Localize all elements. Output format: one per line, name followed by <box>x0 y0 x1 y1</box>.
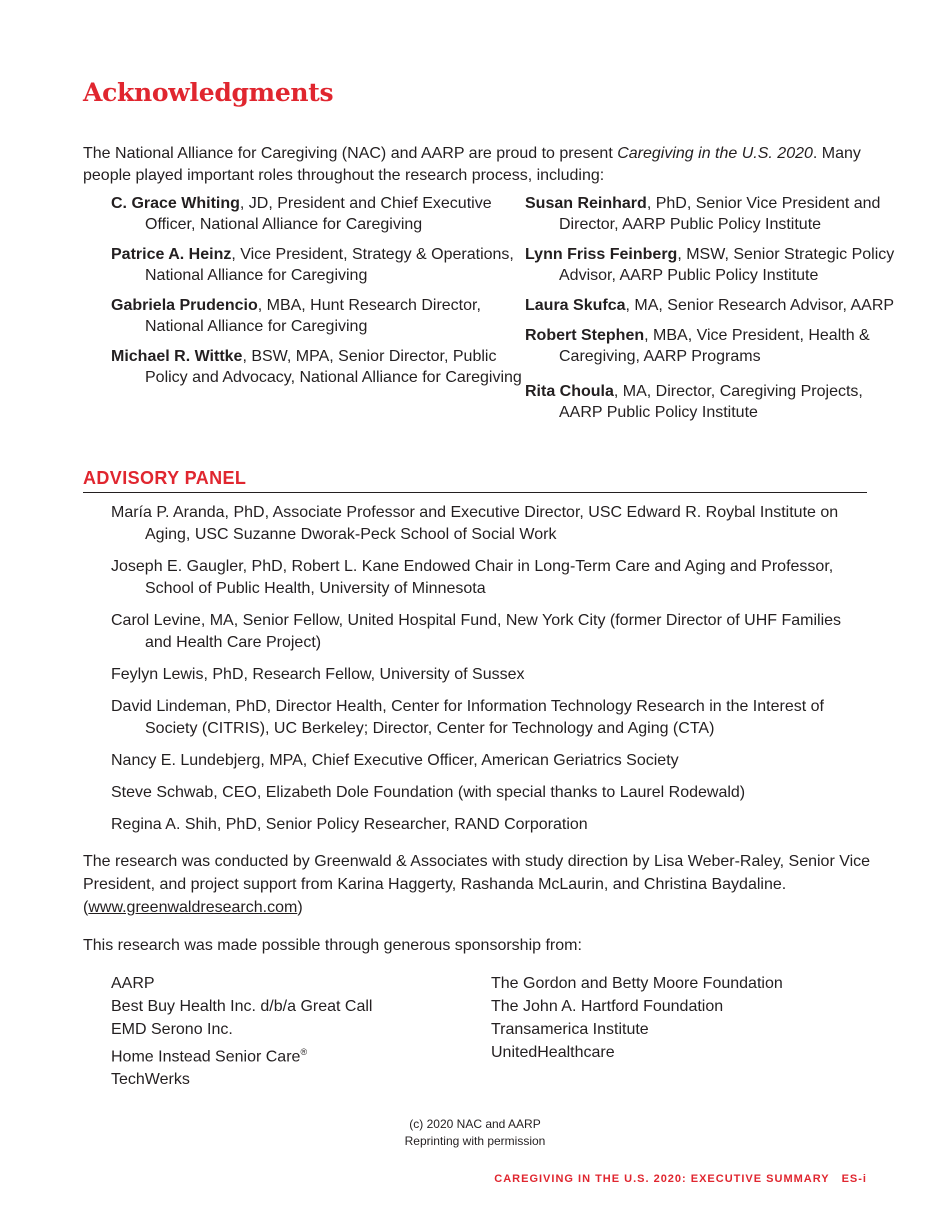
sponsor-item: EMD Serono Inc. <box>111 1021 233 1038</box>
contributor-entry <box>525 295 895 316</box>
contributor-entry <box>111 193 525 235</box>
contributor-role: , Vice President, Strategy & Operations, National Alliance for Caregiving <box>145 246 514 284</box>
footer-label: CAREGIVING IN THE U.S. 2020: EXECUTIVE SUMMARY <box>494 1173 830 1185</box>
contributor-name: Robert Stephen <box>525 327 645 344</box>
advisory-member: Feylyn Lewis, PhD, Research Fellow, University of Sussex <box>111 666 525 683</box>
advisory-panel-heading: ADVISORY PANEL <box>83 468 867 493</box>
page-footer <box>475 1173 867 1185</box>
contributor-name: Lynn Friss Feinberg <box>525 246 678 263</box>
contributor-name: Rita Choula <box>525 383 614 400</box>
greenwald-research-link[interactable]: www.greenwaldresearch.com <box>88 899 298 916</box>
sponsor-item: TechWerks <box>111 1071 190 1089</box>
contributor-name: Susan Reinhard <box>525 195 647 212</box>
sponsor-item: Best Buy Health Inc. d/b/a Great Call <box>111 998 373 1015</box>
advisory-member: Steve Schwab, CEO, Elizabeth Dole Foundation (with special thanks to Laurel Rodewald) <box>111 784 746 801</box>
contributor-role: , MBA, Vice President, Health & Caregiving, AARP Programs <box>559 327 870 365</box>
sponsorship-intro: This research was made possible through generous sponsorship from: <box>83 937 582 954</box>
contributor-role: , JD, President and Chief Executive Officer, National Alliance for Caregiving <box>145 195 492 233</box>
contributor-entry <box>525 244 895 286</box>
sponsor-item: UnitedHealthcare <box>491 1044 615 1061</box>
contributor-entry <box>111 244 525 286</box>
advisory-panel-list <box>111 502 871 846</box>
research-text-close: ) <box>297 899 303 916</box>
contributor-name: C. Grace Whiting <box>111 195 240 212</box>
contributor-role: , PhD, Senior Vice President and Director, AARP Public Policy Institute <box>559 195 881 233</box>
sponsor-name: Home Instead Senior Care <box>111 1048 301 1066</box>
advisory-member: David Lindeman, PhD, Director Health, Center for Information Technology Research in the Interest of Society (CITRIS), UC Berkeley; Director, Center for Technology and Aging (CTA) <box>111 698 824 737</box>
contributor-entry <box>111 295 525 337</box>
research-paragraph <box>83 850 883 919</box>
sponsor-item: Transamerica Institute <box>491 1021 649 1038</box>
contributor-name: Laura Skufca <box>525 297 626 314</box>
advisory-member: Regina A. Shih, PhD, Senior Policy Researcher, RAND Corporation <box>111 816 588 833</box>
advisory-member: Nancy E. Lundebjerg, MPA, Chief Executive Officer, American Geriatrics Society <box>111 752 679 769</box>
page-title: Acknowledgments <box>83 78 334 107</box>
contributors-left-column <box>111 193 525 432</box>
page-number: ES-i <box>841 1173 867 1185</box>
contributor-entry <box>525 325 895 367</box>
sponsors-right-column <box>491 972 871 1091</box>
contributor-entry <box>525 381 895 423</box>
contributor-role: , MA, Director, Caregiving Projects, AARP Public Policy Institute <box>559 383 863 421</box>
copyright-notice <box>0 1116 950 1150</box>
intro-text-end: . Many people played important roles throughout the research process, including: <box>83 145 861 184</box>
intro-paragraph <box>83 143 883 187</box>
contributor-role: , MSW, Senior Strategic Policy Advisor, AARP Public Policy Institute <box>559 246 895 284</box>
research-text: The research was conducted by Greenwald & Associates with study direction by Lisa Weber-Raley, Senior Vice President, and project support from Karina Haggerty, Rashanda McLaurin, and Christina Baydaline. ( <box>83 853 871 916</box>
registered-mark: ® <box>300 1047 308 1057</box>
contributor-role: , MBA, Hunt Research Director, National Alliance for Caregiving <box>145 297 481 335</box>
contributor-entry <box>111 346 525 388</box>
contributor-name: Patrice A. Heinz <box>111 246 232 263</box>
sponsor-item: The Gordon and Betty Moore Foundation <box>491 975 783 992</box>
sponsor-item: The John A. Hartford Foundation <box>491 998 724 1015</box>
reprint-line: Reprinting with permission <box>404 1134 546 1148</box>
contributors-list <box>111 193 901 432</box>
sponsors-left-column <box>111 972 491 1091</box>
contributors-right-column <box>525 193 895 432</box>
sponsor-item: AARP <box>111 975 155 992</box>
intro-text-start: The National Alliance for Caregiving (NAC) and AARP are proud to present <box>83 145 618 162</box>
sponsor-item <box>111 1041 491 1068</box>
contributor-name: Michael R. Wittke <box>111 348 243 365</box>
advisory-member: María P. Aranda, PhD, Associate Professor and Executive Director, USC Edward R. Roybal Institute on Aging, USC Suzanne Dworak-Peck School of Social Work <box>111 504 839 543</box>
contributor-role: , MA, Senior Research Advisor, AARP <box>625 297 895 314</box>
contributor-role: , BSW, MPA, Senior Director, Public Policy and Advocacy, National Alliance for Caregiving <box>145 348 522 386</box>
contributor-name: Gabriela Prudencio <box>111 297 258 314</box>
contributor-entry <box>525 193 895 235</box>
advisory-member: Joseph E. Gaugler, PhD, Robert L. Kane Endowed Chair in Long-Term Care and Aging and Professor, School of Public Health, University of Minnesota <box>111 558 834 597</box>
report-title: Caregiving in the U.S. 2020 <box>617 145 813 162</box>
sponsors-list <box>111 972 871 1091</box>
advisory-member: Carol Levine, MA, Senior Fellow, United Hospital Fund, New York City (former Director of UHF Families and Health Care Project) <box>111 612 842 651</box>
copyright-line: (c) 2020 NAC and AARP <box>409 1117 541 1131</box>
